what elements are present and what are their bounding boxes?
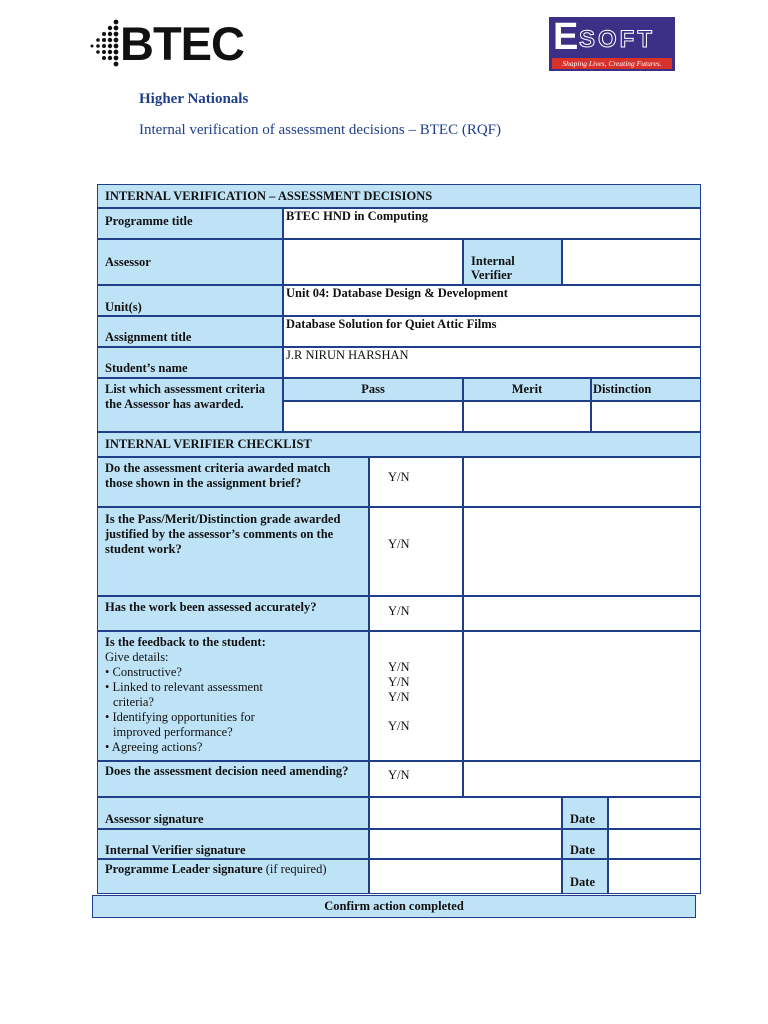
pl-signature-label xyxy=(97,859,369,894)
pl-signature-label-bold: Programme Leader signature xyxy=(105,862,263,876)
pl-date-field[interactable] xyxy=(608,859,701,894)
assignment-title-value[interactable]: Database Solution for Quiet Attic Films xyxy=(283,316,701,347)
student-name-value[interactable]: J.R NIRUN HARSHAN xyxy=(283,347,701,378)
checklist-q5: Does the assessment decision need amending? xyxy=(97,761,369,797)
q3-yn-cell[interactable] xyxy=(369,596,463,631)
units-label: Unit(s) xyxy=(97,285,283,316)
q4-give-details: Give details: xyxy=(105,650,169,664)
q4-yn-linked: Y/N xyxy=(388,675,410,689)
assessor-signature-label: Assessor signature xyxy=(97,797,369,829)
esoft-logo-letter: E xyxy=(553,16,579,58)
btec-dots-icon xyxy=(90,18,120,70)
checklist-q1: Do the assessment criteria awarded match those shown in the assignment brief? xyxy=(97,457,369,507)
confirm-action-bar: Confirm action completed xyxy=(92,895,696,918)
distinction-header: Distinction xyxy=(591,378,701,401)
q2-comments[interactable] xyxy=(463,507,701,596)
q4-bullet-constructive: • Constructive? xyxy=(105,665,182,679)
pl-signature-label-note: (if required) xyxy=(262,862,327,876)
esoft-logo xyxy=(549,17,675,71)
programme-title-label: Programme title xyxy=(97,208,283,239)
programme-title-value[interactable]: BTEC HND in Computing xyxy=(283,208,701,239)
pass-criteria-field[interactable] xyxy=(283,401,463,432)
q3-yn: Y/N xyxy=(388,604,410,618)
assessor-signature-field[interactable] xyxy=(369,797,562,829)
assessor-date-label: Date xyxy=(562,797,608,829)
assessor-date-field[interactable] xyxy=(608,797,701,829)
merit-header: Merit xyxy=(463,378,591,401)
checklist-q4 xyxy=(97,631,369,761)
merit-criteria-field[interactable] xyxy=(463,401,591,432)
checklist-q3: Has the work been assessed accurately? xyxy=(97,596,369,631)
student-name-label: Student’s name xyxy=(97,347,283,378)
q5-yn-cell[interactable] xyxy=(369,761,463,797)
checklist-q2: Is the Pass/Merit/Distinction grade awarded justified by the assessor’s comments on the student work? xyxy=(97,507,369,596)
btec-logo xyxy=(90,16,250,72)
internal-verifier-label: Internal Verifier xyxy=(463,239,562,285)
internal-verifier-value[interactable] xyxy=(562,239,701,285)
q4-bullet-identifying: • Identifying opportunities for improved performance? xyxy=(105,710,255,739)
checklist-title: INTERNAL VERIFIER CHECKLIST xyxy=(97,432,701,457)
page-subtitle: Internal verification of assessment decisions – BTEC (RQF) xyxy=(139,122,502,138)
assessor-label: Assessor xyxy=(97,239,283,285)
pl-date-label: Date xyxy=(562,859,608,894)
q1-comments[interactable] xyxy=(463,457,701,507)
q4-comments[interactable] xyxy=(463,631,701,761)
esoft-tagline: Shaping Lives, Creating Futures. xyxy=(552,58,672,69)
distinction-criteria-field[interactable] xyxy=(591,401,701,432)
q4-yn-constructive: Y/N xyxy=(388,660,410,674)
btec-logo-text: BTEC xyxy=(120,17,244,70)
q3-comments[interactable] xyxy=(463,596,701,631)
q5-yn: Y/N xyxy=(388,768,410,782)
q1-yn: Y/N xyxy=(388,470,410,484)
iv-date-label: Date xyxy=(562,829,608,859)
assignment-title-label: Assignment title xyxy=(97,316,283,347)
q4-bullet-agreeing: • Agreeing actions? xyxy=(105,740,203,754)
q4-yn-agreeing: Y/N xyxy=(388,719,410,733)
q1-yn-cell[interactable] xyxy=(369,457,463,507)
q4-yn-cell[interactable] xyxy=(369,631,463,761)
esoft-logo-text: SOFT xyxy=(579,26,655,53)
q4-title: Is the feedback to the student: xyxy=(105,635,266,649)
assessor-value[interactable] xyxy=(283,239,463,285)
q4-yn-identifying: Y/N xyxy=(388,690,410,704)
q5-comments[interactable] xyxy=(463,761,701,797)
iv-date-field[interactable] xyxy=(608,829,701,859)
units-value[interactable]: Unit 04: Database Design & Development xyxy=(283,285,701,316)
pass-header: Pass xyxy=(283,378,463,401)
q4-bullet-linked: • Linked to relevant assessment criteria? xyxy=(105,680,263,709)
q2-yn-cell[interactable] xyxy=(369,507,463,596)
section-title: INTERNAL VERIFICATION – ASSESSMENT DECISIONS xyxy=(97,184,701,208)
criteria-label: List which assessment criteria the Assessor has awarded. xyxy=(97,378,283,432)
page-title: Higher Nationals xyxy=(139,91,249,107)
iv-signature-field[interactable] xyxy=(369,829,562,859)
iv-signature-label: Internal Verifier signature xyxy=(97,829,369,859)
q2-yn: Y/N xyxy=(388,537,410,551)
pl-signature-field[interactable] xyxy=(369,859,562,894)
